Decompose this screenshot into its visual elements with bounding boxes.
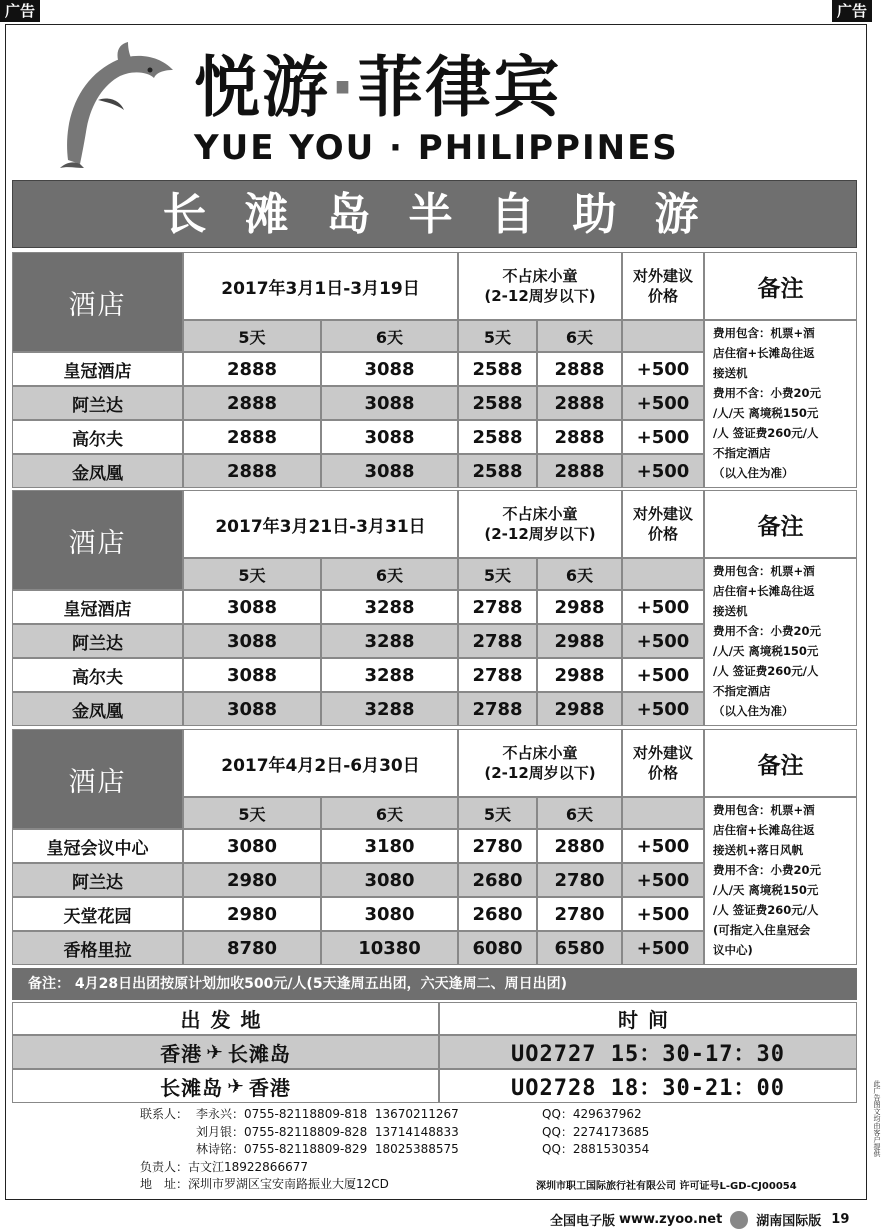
price-table-section: [12, 252, 857, 488]
fee-notes: [704, 797, 857, 965]
price-6-days: 3288: [321, 692, 458, 726]
price-5-days: 3088: [183, 624, 321, 658]
brand-cn-part2: 菲律宾: [357, 49, 562, 126]
child-price-6-days: 2888: [537, 352, 622, 386]
child-price-5-days: 2788: [458, 692, 537, 726]
ad-label-right: 广告: [832, 0, 872, 22]
child-price-5-days: 2788: [458, 658, 537, 692]
days-5-header: 5天: [183, 320, 321, 352]
child-price-5-days: 2588: [458, 352, 537, 386]
fee-note-line: 费用包含：机票+酒: [713, 803, 815, 817]
price-adjustment: +500: [622, 931, 704, 965]
price-6-days: 3088: [321, 420, 458, 454]
date-range: 2017年3月21日-3月31日: [183, 490, 458, 558]
fee-note-line: 费用不含：小费20元: [713, 624, 822, 638]
brand-header: [8, 30, 856, 176]
hotel-name: 阿兰达: [12, 863, 183, 897]
publisher-logo-icon: [730, 1211, 748, 1229]
flight-1-time: UO2727 15：30-17：30: [439, 1035, 857, 1069]
hotel-header: 酒店: [12, 729, 183, 829]
fee-note-line: 费用不含：小费20元: [713, 386, 822, 400]
price-6-days: 3080: [321, 897, 458, 931]
flight-route-1: [12, 1035, 439, 1069]
hotel-name: 皇冠酒店: [12, 590, 183, 624]
tour-title: 长滩岛半自助游: [12, 180, 857, 248]
child-header-label: 不占床小童: [502, 744, 578, 762]
days-6-header: 6天: [321, 558, 458, 590]
fee-note-line: 议中心): [713, 943, 753, 957]
brand-name-en: YUE YOU · PHILIPPINES: [194, 128, 679, 168]
price-5-days: 3080: [183, 829, 321, 863]
page-footer: [550, 1210, 849, 1229]
price-adjustment: +500: [622, 863, 704, 897]
flight-1-from: 香港: [160, 1041, 203, 1066]
child-age-label: (2-12周岁以下): [484, 764, 596, 782]
price-5-days: 2888: [183, 420, 321, 454]
brand-name-cn: [194, 48, 561, 128]
child-price-6-days: 2888: [537, 454, 622, 488]
flight-2-to: 香港: [248, 1075, 291, 1100]
child-price-5-days: 2588: [458, 386, 537, 420]
price-adjustment: +500: [622, 352, 704, 386]
adjust-blank-header: [622, 320, 704, 352]
flight-header-from: 出发地: [12, 1002, 439, 1035]
fee-note-line: /人 签证费260元/人: [713, 426, 819, 440]
flight-2-time: UO2728 18：30-21：00: [439, 1069, 857, 1103]
price-5-days: 2980: [183, 897, 321, 931]
child-header: [458, 490, 622, 558]
price-6-days: 3088: [321, 386, 458, 420]
child-price-6-days: 2780: [537, 897, 622, 931]
price-header: 对外建议价格: [622, 490, 704, 558]
remark-header: 备注: [704, 729, 857, 797]
fee-note-line: /人/天 离境税150元: [713, 883, 819, 897]
contact-label: [140, 1124, 196, 1142]
contact-qq: QQ：429637962: [542, 1107, 642, 1121]
child-header-label: 不占床小童: [502, 505, 578, 523]
company-license: 深圳市职工国际旅行社有限公司 许可证号L-GD-CJ00054: [536, 1181, 797, 1192]
fee-note-line: 不指定酒店: [713, 446, 771, 460]
contact-name: 林诗铭: [196, 1142, 233, 1156]
price-adjustment: +500: [622, 420, 704, 454]
child-price-6-days: 2988: [537, 692, 622, 726]
fee-note-line: /人/天 离境税150元: [713, 644, 819, 658]
flight-table: [12, 1002, 857, 1102]
price-table-section: [12, 490, 857, 726]
child-price-6-days: 2880: [537, 829, 622, 863]
price-6-days: 3088: [321, 352, 458, 386]
adjust-blank-header: [622, 558, 704, 590]
child-price-5-days: 2588: [458, 420, 537, 454]
hotel-name: 天堂花园: [12, 897, 183, 931]
fee-note-line: (可指定入住皇冠会: [713, 923, 811, 937]
contact-label: 联系人：: [140, 1107, 189, 1121]
contact-qq: QQ：2274173685: [542, 1124, 650, 1139]
fee-note-line: 接送机: [713, 366, 748, 380]
flight-1-to: 长滩岛: [227, 1041, 291, 1066]
ad-label-left: 广告: [0, 0, 40, 22]
brand-cn-part1: 悦游: [194, 49, 330, 126]
days-5-header: 5天: [183, 797, 321, 829]
price-6-days: 3080: [321, 863, 458, 897]
contact-row: [140, 1124, 840, 1142]
fee-note-line: 费用包含：机票+酒: [713, 564, 815, 578]
child-days-5-header: 5天: [458, 797, 537, 829]
child-price-6-days: 2888: [537, 386, 622, 420]
contact-phone: ：0755-82118809-829 18025388575: [232, 1142, 459, 1156]
price-6-days: 3180: [321, 829, 458, 863]
fee-note-line: 费用包含：机票+酒: [713, 326, 815, 340]
fee-note-line: 店住宿+长滩岛往返: [713, 584, 815, 598]
fee-note-line: 接送机+落日风帆: [713, 843, 804, 857]
price-6-days: 3288: [321, 658, 458, 692]
hotel-name: 皇冠酒店: [12, 352, 183, 386]
hotel-name: 阿兰达: [12, 624, 183, 658]
fee-note-line: 店住宿+长滩岛往返: [713, 823, 815, 837]
footer-edition: 全国电子版: [550, 1214, 616, 1229]
flight-route-2: [12, 1069, 439, 1103]
price-5-days: 8780: [183, 931, 321, 965]
price-adjustment: +500: [622, 454, 704, 488]
page-number: 19: [831, 1212, 850, 1227]
hotel-name: 皇冠会议中心: [12, 829, 183, 863]
days-6-header: 6天: [321, 320, 458, 352]
child-header: [458, 729, 622, 797]
price-5-days: 2888: [183, 386, 321, 420]
hotel-name: 金凤凰: [12, 454, 183, 488]
price-adjustment: +500: [622, 658, 704, 692]
child-days-6-header: 6天: [537, 797, 622, 829]
child-price-5-days: 2780: [458, 829, 537, 863]
child-price-6-days: 2780: [537, 863, 622, 897]
child-price-5-days: 2788: [458, 624, 537, 658]
child-age-label: (2-12周岁以下): [484, 287, 596, 305]
child-price-6-days: 2988: [537, 658, 622, 692]
price-5-days: 2888: [183, 454, 321, 488]
child-days-5-header: 5天: [458, 558, 537, 590]
child-header-label: 不占床小童: [502, 267, 578, 285]
remark-header: 备注: [704, 252, 857, 320]
child-price-6-days: 2988: [537, 624, 622, 658]
price-adjustment: +500: [622, 590, 704, 624]
flight-header-time: 时间: [439, 1002, 857, 1035]
price-adjustment: +500: [622, 829, 704, 863]
hotel-header: 酒店: [12, 252, 183, 352]
hotel-name: 阿兰达: [12, 386, 183, 420]
hotel-name: 高尔夫: [12, 658, 183, 692]
child-price-5-days: 2588: [458, 454, 537, 488]
hotel-header: 酒店: [12, 490, 183, 590]
fee-note-line: /人 签证费260元/人: [713, 903, 819, 917]
contact-name: 李永兴: [196, 1107, 233, 1121]
price-adjustment: +500: [622, 624, 704, 658]
fee-note-line: /人/天 离境税150元: [713, 406, 819, 420]
price-5-days: 3088: [183, 590, 321, 624]
child-age-label: (2-12周岁以下): [484, 525, 596, 543]
contact-row: [140, 1106, 840, 1124]
fee-note-line: 接送机: [713, 604, 748, 618]
price-adjustment: +500: [622, 897, 704, 931]
fee-note-line: 不指定酒店: [713, 684, 771, 698]
remark-header: 备注: [704, 490, 857, 558]
brand-cn-separator: ·: [330, 49, 358, 126]
child-price-5-days: 6080: [458, 931, 537, 965]
price-5-days: 2888: [183, 352, 321, 386]
child-price-5-days: 2788: [458, 590, 537, 624]
date-range: 2017年4月2日-6月30日: [183, 729, 458, 797]
hotel-name: 香格里拉: [12, 931, 183, 965]
contact-row: [140, 1141, 840, 1159]
child-price-5-days: 2680: [458, 897, 537, 931]
contact-name: 刘月银: [196, 1124, 233, 1139]
price-adjustment: +500: [622, 386, 704, 420]
contact-qq: QQ：2881530354: [542, 1142, 650, 1156]
child-header: [458, 252, 622, 320]
hotel-name: 高尔夫: [12, 420, 183, 454]
dolphin-logo-icon: [58, 40, 178, 170]
price-6-days: 10380: [321, 931, 458, 965]
airplane-icon: ✈: [206, 1040, 224, 1064]
price-5-days: 2980: [183, 863, 321, 897]
address: 地 址：深圳市罗湖区宝安南路振业大厦12CD: [140, 1177, 389, 1191]
fee-note-line: 费用不含：小费20元: [713, 863, 822, 877]
price-table-section: [12, 729, 857, 965]
adjust-blank-header: [622, 797, 704, 829]
child-days-5-header: 5天: [458, 320, 537, 352]
flight-2-from: 长滩岛: [160, 1075, 224, 1100]
price-5-days: 3088: [183, 692, 321, 726]
price-6-days: 3288: [321, 624, 458, 658]
contact-phone: ：0755-82118809-828 13714148833: [232, 1124, 459, 1139]
contact-label: [140, 1141, 196, 1159]
footer-url: www.zyoo.net: [619, 1212, 723, 1227]
contact-phone: ：0755-82118809-818 13670211267: [232, 1107, 459, 1121]
hotel-name: 金凤凰: [12, 692, 183, 726]
price-6-days: 3088: [321, 454, 458, 488]
child-days-6-header: 6天: [537, 320, 622, 352]
side-disclaimer: 此广告图文均由客户提供: [873, 1080, 881, 1157]
responsible-person: 负责人：古文江18922866677: [140, 1159, 308, 1174]
price-6-days: 3288: [321, 590, 458, 624]
fee-note-line: （以入住为准）: [713, 466, 794, 480]
child-price-6-days: 6580: [537, 931, 622, 965]
price-5-days: 3088: [183, 658, 321, 692]
fee-note-line: （以入住为准）: [713, 704, 794, 718]
child-price-6-days: 2888: [537, 420, 622, 454]
child-price-6-days: 2988: [537, 590, 622, 624]
price-adjustment: +500: [622, 692, 704, 726]
fee-note-line: /人 签证费260元/人: [713, 664, 819, 678]
remark-bar: 备注： 4月28日出团按原计划加收500元/人(5天逢周五出团，六天逢周二、周日出团): [12, 968, 857, 1000]
days-6-header: 6天: [321, 797, 458, 829]
child-price-5-days: 2680: [458, 863, 537, 897]
child-days-6-header: 6天: [537, 558, 622, 590]
fee-notes: [704, 558, 857, 726]
fee-notes: [704, 320, 857, 488]
fee-note-line: 店住宿+长滩岛往返: [713, 346, 815, 360]
airplane-icon: ✈: [227, 1074, 245, 1098]
date-range: 2017年3月1日-3月19日: [183, 252, 458, 320]
footer-section: 湖南国际版: [756, 1214, 822, 1229]
price-header: 对外建议价格: [622, 252, 704, 320]
days-5-header: 5天: [183, 558, 321, 590]
price-header: 对外建议价格: [622, 729, 704, 797]
